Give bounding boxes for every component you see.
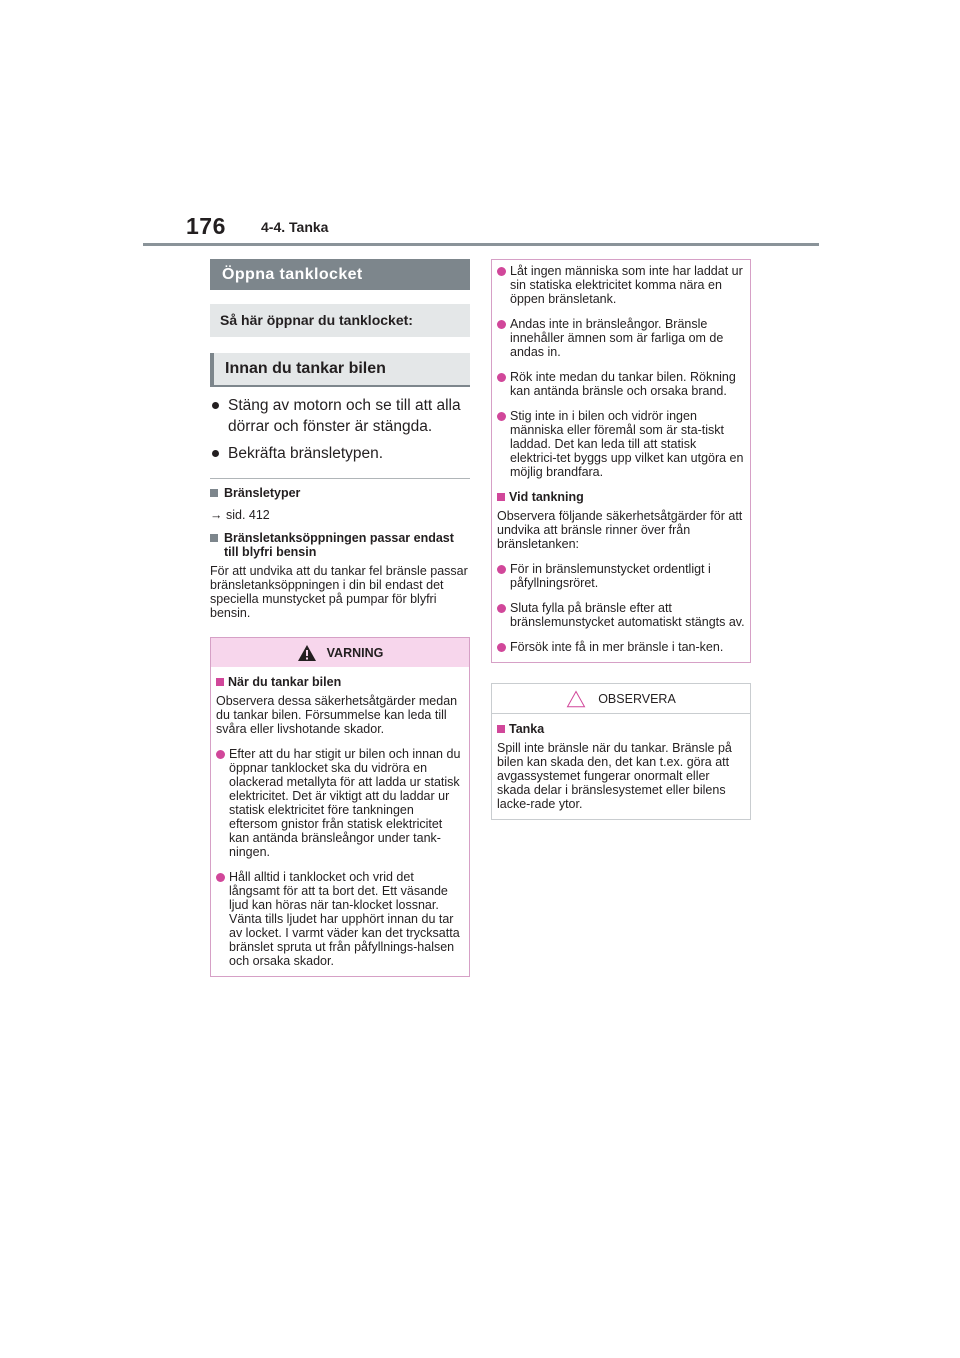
before-fueling-heading: Innan du tankar bilen: [210, 353, 470, 387]
page-number: 176: [186, 213, 226, 239]
fuel-types-heading: Bränsletyper: [210, 486, 470, 500]
list-item: Stäng av motorn och se till att alla dörrar och fönster är stängda.: [210, 395, 470, 437]
right-column: [491, 259, 751, 820]
header-divider: [143, 243, 819, 246]
warning-continued-box: [491, 259, 751, 663]
warning-item: Försök inte få in mer bränsle i tan-ken.: [497, 640, 745, 654]
warning-triangle-icon: [297, 644, 317, 662]
fuel-opening-text: För att undvika att du tankar fel bränsle passar bränsletanksöppningen i din bil endast det speciella munstycket på pumpar för blyfri bensin.: [210, 564, 468, 620]
warning-item: Sluta fylla på bränsle efter att bränslemunstycket automatiskt stängts av.: [497, 601, 745, 629]
warning-item: Håll alltid i tanklocket och vrid det långsamt för att ta bort det. Ett väsande ljud kan höras när tan-klocket lossnar. Vänta tills ljudet har upphört innan du tar av locket. I varmt väder kan det trycksatta bränslet spruta ut från påfyllnings-halsen och orsaka skador.: [216, 870, 464, 968]
notice-header: [492, 684, 750, 714]
fuel-types-page-ref[interactable]: → sid. 412: [210, 508, 270, 522]
warning-item: Andas inte in bränsleångor. Bränsle innehåller ämnen som är farliga om de andas in.: [497, 317, 745, 359]
warning-item: Rök inte medan du tankar bilen. Rökning kan antända bränsle och orsaka brand.: [497, 370, 745, 398]
section-divider: [210, 478, 470, 479]
before-fueling-list: [210, 395, 470, 464]
notice-title: OBSERVERA: [598, 691, 676, 706]
notice-box: [491, 683, 751, 820]
refueling-intro: Observera följande säkerhetsåtgärder för att undvika att bränsle rinner över från bränsletanken:: [497, 509, 743, 551]
main-heading: Öppna tanklocket: [210, 259, 470, 290]
warning-item: För in bränslemunstycket ordentligt i påfyllningsröret.: [497, 562, 745, 590]
warning-header: [211, 638, 469, 667]
warning-item: Låt ingen människa som inte har laddat ur sin statiska elektricitet komma nära en öppen bränsletank.: [497, 264, 745, 306]
list-item: Bekräfta bränsletypen.: [210, 443, 470, 464]
warning-intro: Observera dessa säkerhetsåtgärder medan du tankar bilen. Försummelse kan leda till svåra eller livshotande skador.: [216, 694, 458, 736]
warning-subheading: När du tankar bilen: [216, 675, 464, 689]
warning-title: VARNING: [326, 645, 384, 660]
warning-item: Efter att du har stigit ur bilen och innan du öppnar tanklocket ska du vidröra en olackerad metallyta för att ladda ur statisk elektricitet. Det är viktigt att du laddar ur statisk elektricitet före tankningen eftersom gnistor från statisk elektricitet kan antända bränsleångor under tank-ningen.: [216, 747, 464, 859]
notice-text: Spill inte bränsle när du tankar. Bränsle på bilen kan skada den, det kan t.ex. göra att avgassystemet fungerar onormalt eller skada delar i bränslesystemet eller bilens lacke-rade ytor.: [497, 741, 732, 811]
section-title: 4-4. Tanka: [261, 219, 329, 235]
notice-subheading: Tanka: [497, 722, 745, 736]
warning-item: Stig inte in i bilen och vidrör ingen människa eller föremål som är sta-tiskt laddad. Det kan leda till att statisk elektrici-tet byggs upp vilket kan utgöra en möjlig brandfara.: [497, 409, 745, 479]
caution-triangle-icon: [566, 690, 586, 708]
fuel-opening-heading: Bränsletanksöppningen passar endast till blyfri bensin: [210, 531, 470, 559]
warning-box: [210, 637, 470, 977]
how-to-open-heading: Så här öppnar du tanklocket:: [210, 304, 470, 337]
left-column: [210, 259, 470, 977]
refueling-subheading: Vid tankning: [497, 490, 745, 504]
